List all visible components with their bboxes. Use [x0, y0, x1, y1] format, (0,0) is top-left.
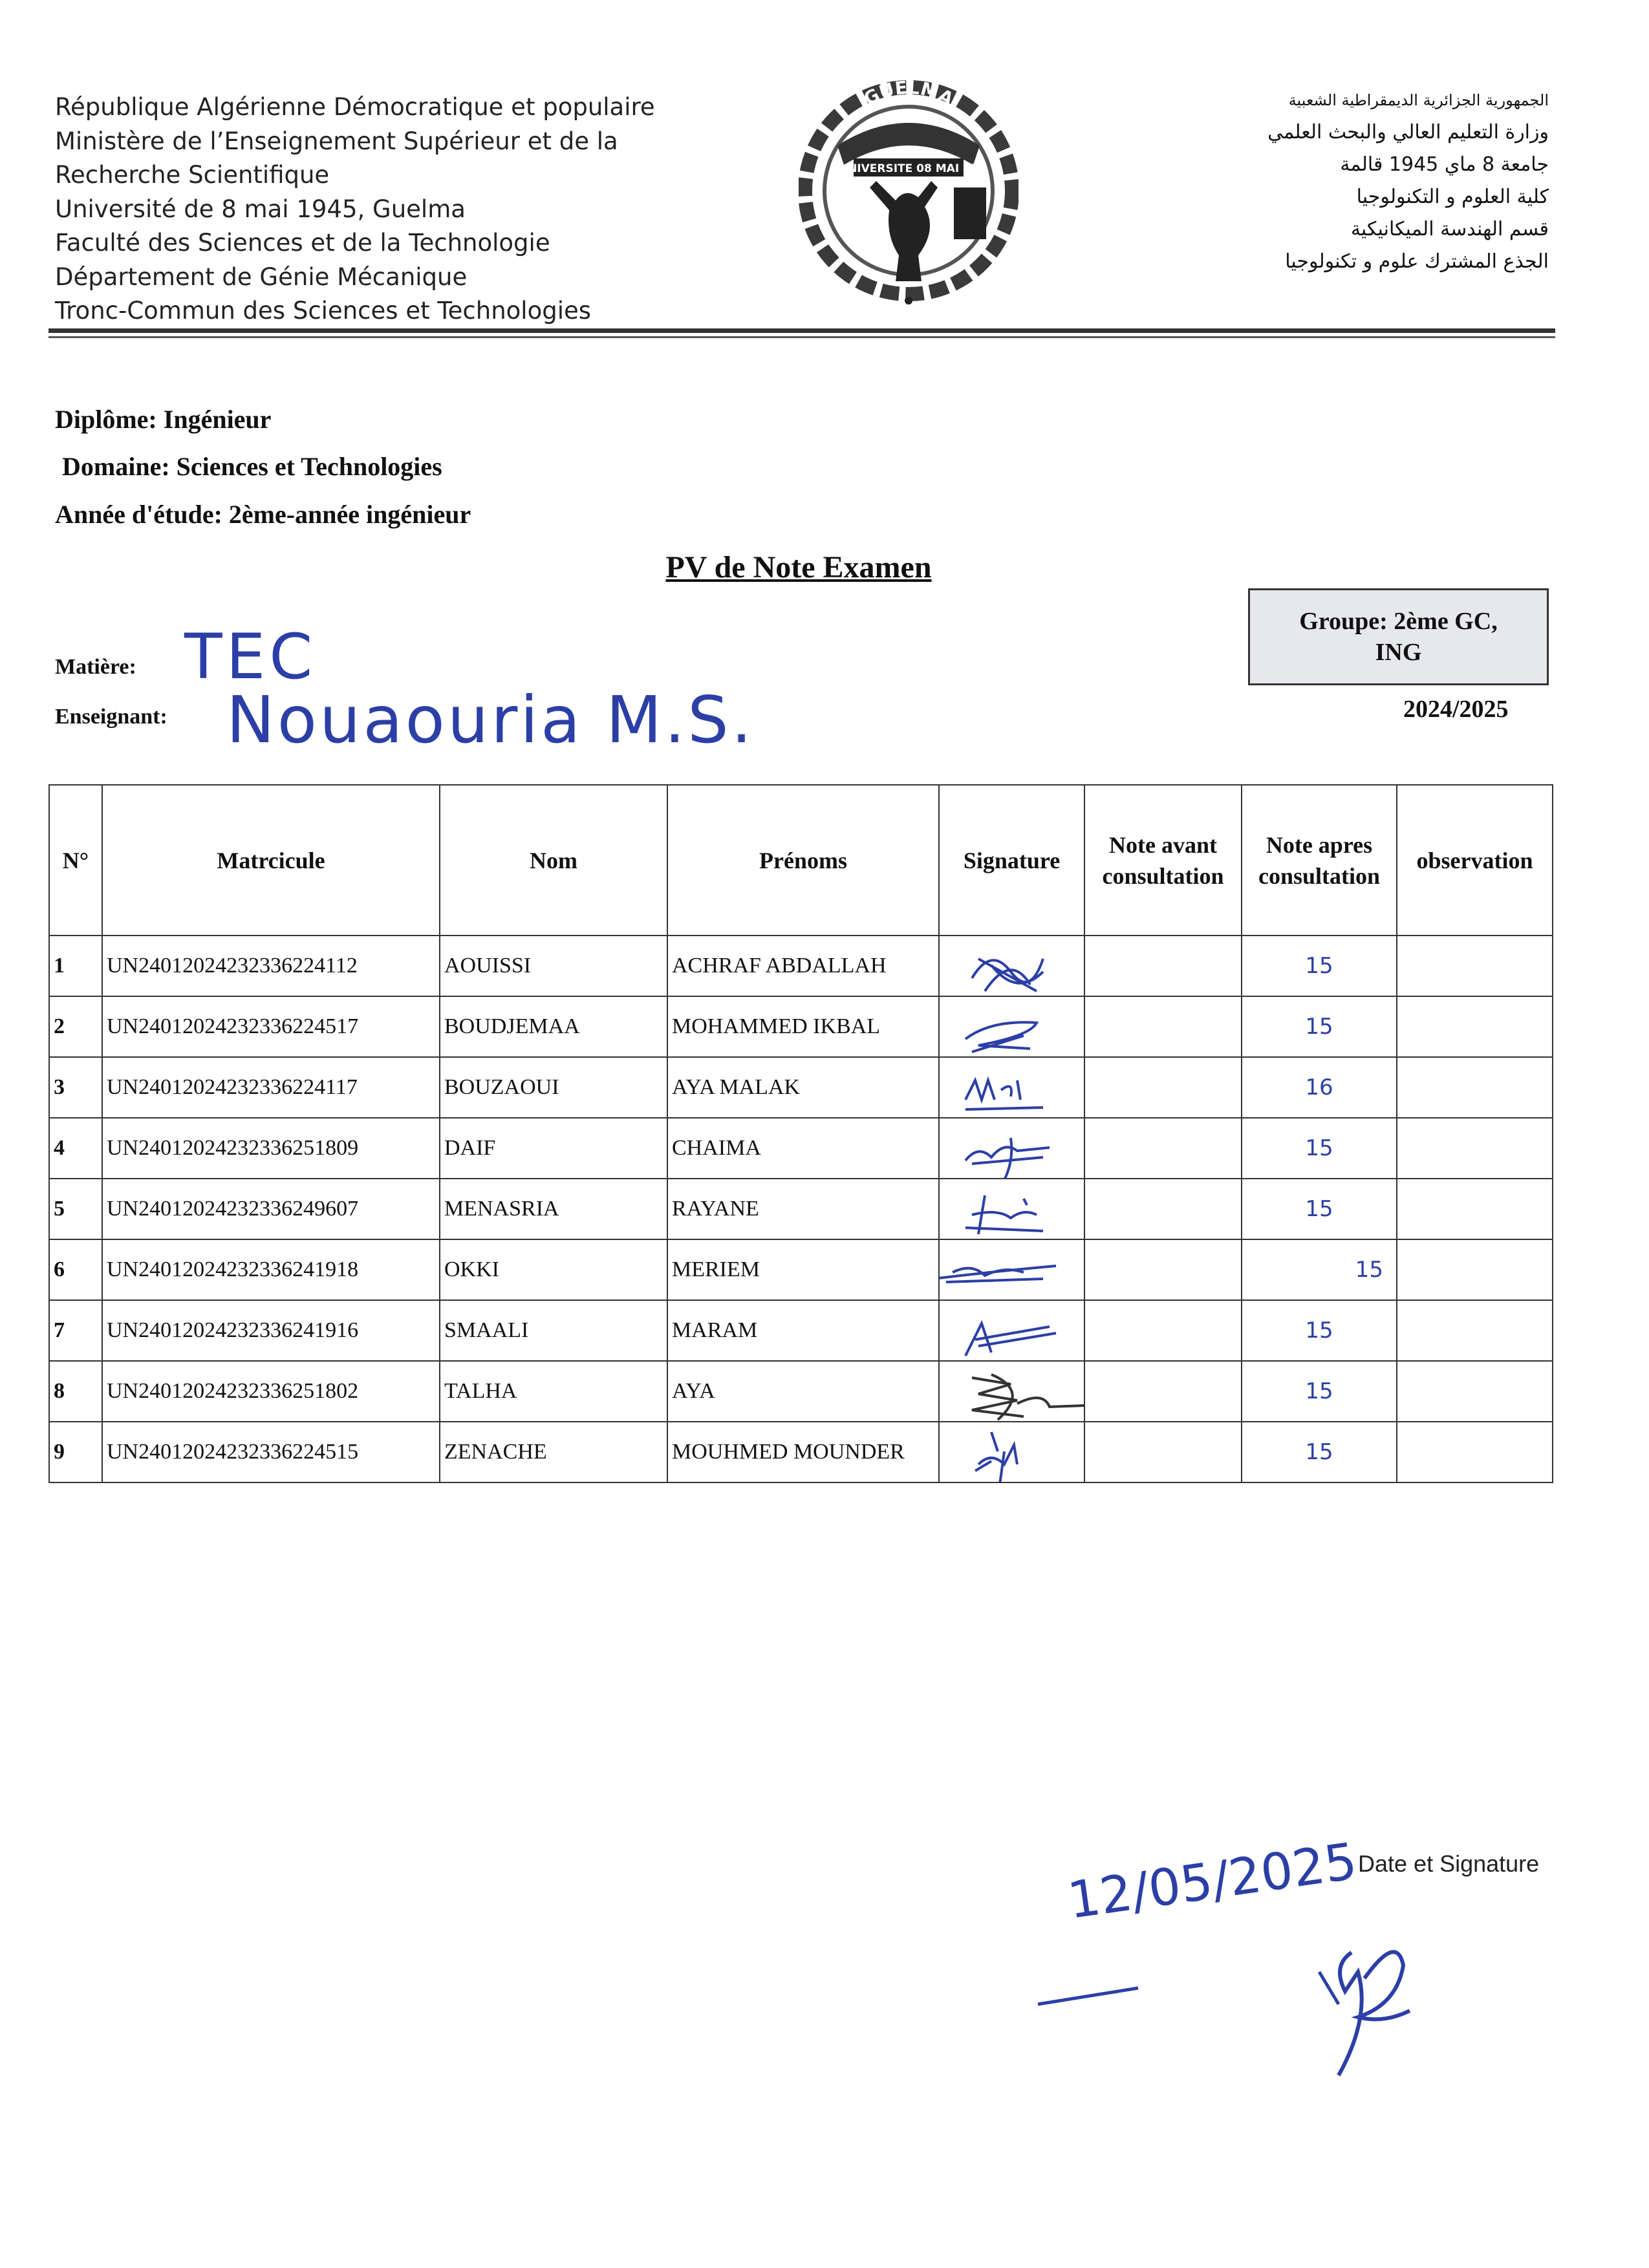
cell-nom: BOUDJEMAA [440, 996, 667, 1057]
signature-scribble [939, 1243, 1062, 1300]
annee-line: Année d'étude: 2ème-année ingénieur [55, 500, 471, 529]
cell-nom: ZENACHE [440, 1422, 667, 1482]
cell-note-apres: 16 [1242, 1057, 1397, 1118]
col-header-observation: observation [1397, 785, 1553, 936]
teacher-signature [1035, 1927, 1500, 2095]
signature-scribble [953, 1182, 1056, 1239]
table-row [49, 1300, 1553, 1361]
header-ar-line: جامعة 8 ماي 1945 قالمة [1340, 153, 1549, 176]
cell-note-avant [1084, 1361, 1242, 1422]
academic-year: 2024/2025 [1403, 696, 1509, 723]
cell-signature [939, 1239, 1084, 1300]
cell-observation [1397, 1422, 1553, 1482]
cell-nom: MENASRIA [440, 1179, 667, 1239]
cell-prenoms: RAYANE [667, 1179, 939, 1239]
cell-num: 1 [49, 936, 102, 996]
cell-signature [939, 1300, 1084, 1361]
cell-matricule: UN24012024232336251809 [102, 1118, 440, 1179]
cell-nom: TALHA [440, 1361, 667, 1422]
col-header-signature: Signature [939, 785, 1084, 936]
university-logo [799, 68, 1018, 307]
table-row [49, 936, 1553, 996]
cell-observation [1397, 1361, 1553, 1422]
signature-scribble [953, 1365, 1084, 1422]
grades-table [48, 784, 1553, 1483]
header-fr [55, 91, 766, 328]
table-row [49, 1239, 1553, 1300]
cell-note-apres: 15 [1242, 1361, 1397, 1422]
matiere-label: Matière: [55, 655, 136, 679]
cell-matricule: UN24012024232336249607 [102, 1179, 440, 1239]
header-fr-line: Tronc-Commun des Sciences et Technologies [55, 297, 592, 325]
cell-signature [939, 996, 1084, 1057]
cell-note-apres: 15 [1242, 1239, 1397, 1300]
enseignant-value: Nouaouria M.S. [226, 682, 755, 758]
cell-note-apres: 15 [1242, 1179, 1397, 1239]
cell-matricule: UN24012024232336224112 [102, 936, 440, 996]
cell-note-avant [1084, 996, 1242, 1057]
cell-num: 8 [49, 1361, 102, 1422]
cell-signature [939, 1118, 1084, 1179]
signature-scribble [953, 1426, 1056, 1482]
cell-note-apres: 15 [1242, 1118, 1397, 1179]
header-fr-line: République Algérienne Démocratique et populaire [55, 93, 655, 121]
cell-matricule: UN24012024232336241918 [102, 1239, 440, 1300]
cell-matricule: UN24012024232336224517 [102, 996, 440, 1057]
cell-nom: BOUZAOUI [440, 1057, 667, 1118]
header-ar-line: كلية العلوم و التكنولوجيا [1356, 186, 1549, 208]
col-header-matricule: Matrcicule [102, 785, 440, 936]
cell-matricule: UN24012024232336251802 [102, 1361, 440, 1422]
cell-matricule: UN24012024232336224117 [102, 1057, 440, 1118]
cell-note-apres: 15 [1242, 1422, 1397, 1482]
header-ar-line: الجذع المشترك علوم و تكنولوجيا [1285, 250, 1549, 273]
cell-num: 4 [49, 1118, 102, 1179]
header-ar [1135, 84, 1549, 278]
signature-scribble [953, 1122, 1056, 1179]
col-header-prenoms: Prénoms [667, 785, 939, 936]
cell-prenoms: MERIEM [667, 1239, 939, 1300]
table-header-row [49, 785, 1553, 936]
header-ar-line: الجمهورية الجزائرية الديمقراطية الشعبية [1288, 91, 1549, 109]
group-box [1248, 588, 1549, 685]
cell-signature [939, 936, 1084, 996]
header-rule-thin [48, 336, 1555, 338]
cell-prenoms: AYA MALAK [667, 1057, 939, 1118]
cell-prenoms: MOHAMMED IKBAL [667, 996, 939, 1057]
cell-note-avant [1084, 1300, 1242, 1361]
cell-note-avant [1084, 1057, 1242, 1118]
cell-signature [939, 1179, 1084, 1239]
logo-top-text: GUELMA [860, 76, 958, 110]
signature-scribble [953, 1061, 1056, 1118]
cell-observation [1397, 1057, 1553, 1118]
cell-prenoms: CHAIMA [667, 1118, 939, 1179]
signature-scribble [953, 1304, 1082, 1361]
cell-num: 2 [49, 996, 102, 1057]
cell-note-avant [1084, 1118, 1242, 1179]
page-title: PV de Note Examen [665, 550, 932, 584]
cell-nom: AOUISSI [440, 936, 667, 996]
matiere-value: TEC [184, 621, 317, 693]
cell-prenoms: MOUHMED MOUNDER [667, 1422, 939, 1482]
cell-signature [939, 1422, 1084, 1482]
table-row [49, 1057, 1553, 1118]
enseignant-label: Enseignant: [55, 705, 167, 729]
cell-signature [939, 1057, 1084, 1118]
table-row [49, 1179, 1553, 1239]
cell-prenoms: ACHRAF ABDALLAH [667, 936, 939, 996]
table-row [49, 996, 1553, 1057]
diplome-line: Diplôme: Ingénieur [55, 405, 272, 434]
handwritten-date: 12/05/2025 [1064, 1832, 1361, 1931]
cell-observation [1397, 1118, 1553, 1179]
cell-num: 6 [49, 1239, 102, 1300]
signature-scribble [953, 939, 1056, 996]
cell-matricule: UN24012024232336224515 [102, 1422, 440, 1482]
cell-num: 3 [49, 1057, 102, 1118]
cell-prenoms: AYA [667, 1361, 939, 1422]
group-label: Groupe: 2ème GC, ING [1299, 608, 1498, 666]
table-row [49, 1361, 1553, 1422]
header-fr-line: Faculté des Sciences et de la Technologie [55, 229, 550, 257]
cell-nom: OKKI [440, 1239, 667, 1300]
col-header-nom: Nom [440, 785, 667, 936]
cell-note-avant [1084, 1239, 1242, 1300]
cell-nom: SMAALI [440, 1300, 667, 1361]
logo-band-text: UNIVERSITE 08 MAI 45 [839, 162, 978, 175]
table-row [49, 1118, 1553, 1179]
col-header-note-avant: Note avant consultation [1084, 785, 1242, 936]
signature-scribble [953, 1000, 1056, 1057]
header-ar-line: قسم الهندسة الميكانيكية [1350, 218, 1549, 241]
cell-num: 9 [49, 1422, 102, 1482]
cell-observation [1397, 1239, 1553, 1300]
col-header-note-apres: Note apres consultation [1242, 785, 1397, 936]
cell-matricule: UN24012024232336241916 [102, 1300, 440, 1361]
header-fr-line: Ministère de l’Enseignement Supérieur et de la [55, 127, 618, 155]
cell-note-apres: 15 [1242, 1300, 1397, 1361]
cell-note-avant [1084, 1179, 1242, 1239]
date-signature-label: Date et Signature [1358, 1850, 1540, 1877]
cell-nom: DAIF [440, 1118, 667, 1179]
table-row [49, 1422, 1553, 1482]
domaine-line: Domaine: Sciences et Technologies [62, 452, 442, 481]
header-ar-line: وزارة التعليم العالي والبحث العلمي [1267, 121, 1549, 144]
cell-note-avant [1084, 936, 1242, 996]
header-fr-line: Université de 8 mai 1945, Guelma [55, 195, 466, 223]
cell-observation [1397, 936, 1553, 996]
header-rule [48, 328, 1555, 333]
cell-prenoms: MARAM [667, 1300, 939, 1361]
cell-observation [1397, 996, 1553, 1057]
header-fr-line: Recherche Scientifique [55, 161, 330, 189]
header-fr-line: Département de Génie Mécanique [55, 262, 468, 291]
cell-note-apres: 15 [1242, 936, 1397, 996]
cell-note-avant [1084, 1422, 1242, 1482]
cell-note-apres: 15 [1242, 996, 1397, 1057]
cell-observation [1397, 1300, 1553, 1361]
cell-observation [1397, 1179, 1553, 1239]
cell-num: 5 [49, 1179, 102, 1239]
cell-num: 7 [49, 1300, 102, 1361]
cell-signature [939, 1361, 1084, 1422]
col-header-num: N° [49, 785, 102, 936]
